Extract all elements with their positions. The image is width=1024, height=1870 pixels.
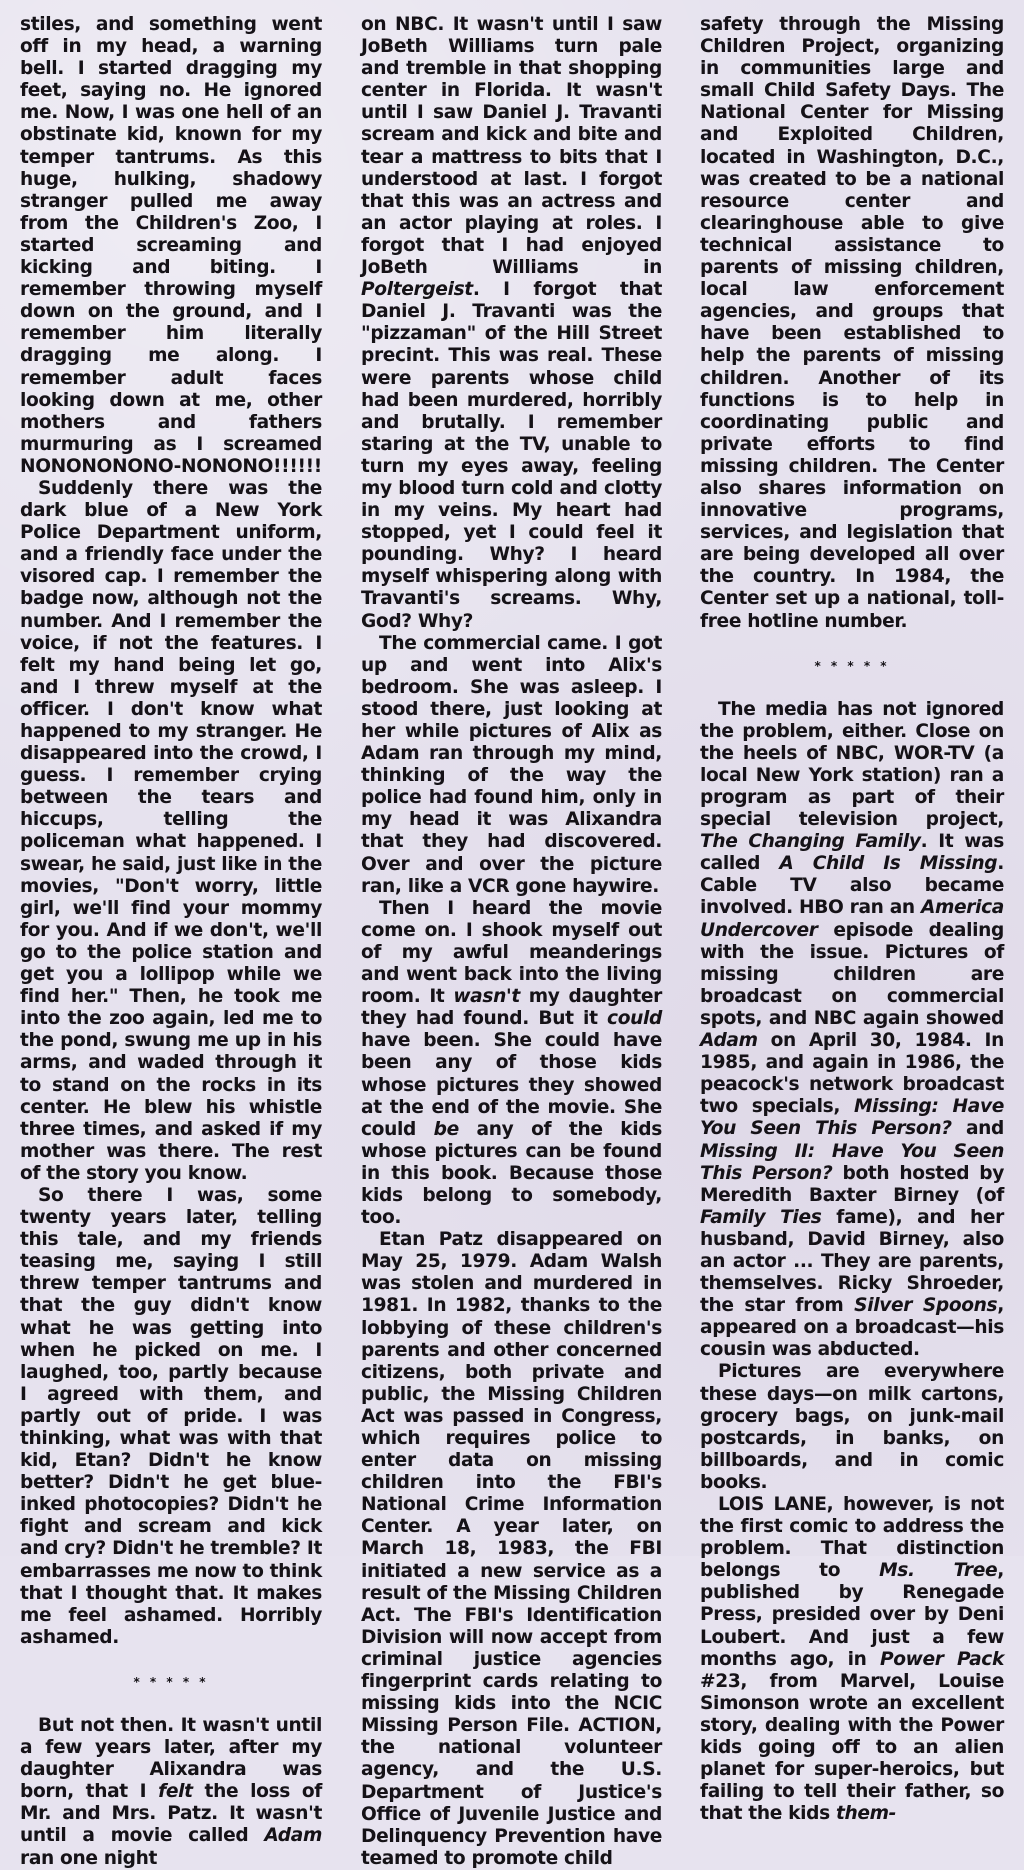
text-column-1 bbox=[20, 14, 322, 1870]
paragraph: But not then. It wasn't until a few years later, after my daughter Alixandra was born, that I felt the loss of Mr. and Mrs. Patz. It wasn't until a movie called Adam ran one night bbox=[20, 1714, 323, 1869]
paragraph: Etan Patz disappeared on May 25, 1979. Adam Walsh was stolen and murdered in 1981. In 1982, thanks to the lobbying of these children's parents and other concerned citizens, both private and public, the Missing Children Act was passed in Congress, which requires police to enter data on missing children into the FBI's National Crime Information Center. A year later, on March 18, 1983, the FBI initiated a new service as a result of the Missing Children Act. The FBI's Identification Division will now accept from criminal justice agencies fingerprint cards relating to missing kids into the NCIC Missing Person File. ACTION, the national volunteer agency, and the U.S. Department of Justice's Office of Juvenile Justice and Delinquency Prevention have teamed to promote child bbox=[361, 1229, 662, 1869]
paragraph: on NBC. It wasn't until I saw JoBeth Williams turn pale and tremble in that shopping center in Florida. It wasn't until I saw Daniel J. Travanti scream and kick and bite and tear a mattress to bits that I understood at last. I forgot that this was an actress and an actor playing at roles. I forgot that I had enjoyed JoBeth Williams in Poltergeist. I forgot that Daniel J. Travanti was the "pizzaman" of the Hill Street precint. This was real. These were parents whose child had been murdered, horribly and brutally. I remember staring at the TV, unable to turn my eyes away, feeling my blood turn cold and clotty in my veins. My heart had stopped, yet I could feel it pounding. Why? I heard myself whispering along with Travanti's screams. Why, God? Why? bbox=[361, 14, 662, 632]
section-separator: * * * * * bbox=[133, 1674, 209, 1689]
text-column-3 bbox=[700, 14, 1004, 1825]
text-column-2 bbox=[361, 14, 662, 1870]
paragraph: Pictures are everywhere these days—on milk cartons, grocery bags, on junk-mail postcards, in banks, on billboards, and in comic books. bbox=[700, 1361, 1004, 1493]
paragraph: LOIS LANE, however, is not the first comic to address the problem. That distinction belongs to Ms. Tree, published by Renegade Press, presided over by Deni Loubert. And just a few months ago, in Power Pack #23, from Marvel, Louise Simonson wrote an excellent story, dealing with the Power kids going off to an alien planet for super-heroics, but failing to tell their father, so that the kids them- bbox=[700, 1494, 1004, 1825]
paragraph: Then I heard the movie come on. I shook myself out of my awful meanderings and went back into the living room. It wasn't my daughter they had found. But it could have been. She could have been any of those kids whose pictures they showed at the end of the movie. She could be any of the kids whose pictures can be found in this book. Because those kids belong to somebody, too. bbox=[361, 897, 662, 1229]
paragraph: safety through the Missing Children Project, organizing in communities large and small Child Safety Days. The National Center for Missing and Exploited Children, located in Washington, D.C., was created to be a national resource center and clearinghouse able to give technical assistance to parents of missing children, local law enforcement agencies, and groups that have been established to help the parents of missing children. Another of its functions is to help in coordinating public and private efforts to find missing children. The Center also shares information on innovative programs, services, and legislation that are being developed all over the country. In 1984, the Center set up a national, toll-free hotline number. bbox=[700, 14, 1004, 632]
paragraph: The media has not ignored the problem, either. Close on the heels of NBC, WOR-TV (a local New York station) ran a program as part of their special television project, The Changing Family. It was called A Child Is Missing. Cable TV also became involved. HBO ran an America Undercover episode dealing with the issue. Pictures of missing children are broadcast on commercial spots, and NBC again showed Adam on April 30, 1984. In 1985, and again in 1986, the peacock's network broadcast two specials, Missing: Have You Seen This Person? and Missing II: Have You Seen This Person? both hosted by Meredith Baxter Birney (of Family Ties fame), and her husband, David Birney, also an actor ... They are parents, themselves. Ricky Shroeder, the star from Silver Spoons, appeared on a broadcast—his cousin was abducted. bbox=[700, 698, 1004, 1361]
section-separator: * * * * * bbox=[814, 658, 890, 673]
paragraph: The commercial came. I got up and went into Alix's bedroom. She was asleep. I stood there, just looking at her while pictures of Alix as Adam ran through my mind, thinking of the way the police had found him, only in my head it was Alixandra that they had discovered. Over and over the picture ran, like a VCR gone haywire. bbox=[361, 632, 662, 897]
paragraph: Suddenly there was the dark blue of a New York Police Department uniform, and a friendly face under the visored cap. I remember the badge now, although not the number. And I remember the voice, if not the features. I felt my hand being let go, and I threw myself at the officer. I don't know what happened to my stranger. He disappeared into the crowd, I guess. I remember crying between the tears and hiccups, telling the policeman what happened. I swear, he said, just like in the movies, "Don't worry, little girl, we'll find your mommy for you. And if we don't, we'll go to the police station and get you a lollipop while we find her." Then, he took me into the zoo again, led me to the pond, swung me up in his arms, and waded through it to stand on the rocks in its center. He blew his whistle three times, and asked if my mother was there. The rest of the story you know. bbox=[20, 477, 322, 1184]
paragraph: stiles, and something went off in my head, a warning bell. I started dragging my feet, saying no. He ignored me. Now, I was one hell of an obstinate kid, known for my temper tantrums. As this huge, hulking, shadowy stranger pulled me away from the Children's Zoo, I started screaming and kicking and biting. I remember throwing myself down on the ground, and I remember him literally dragging me along. I remember adult faces looking down at me, other mothers and fathers murmuring as I screamed NONONONONO-NONONO!!!!!! bbox=[20, 14, 322, 477]
paragraph: So there I was, some twenty years later, telling this tale, and my friends teasing me, saying I still threw temper tantrums and that the guy didn't know what he was getting into when he picked on me. I laughed, too, partly because I agreed with them, and partly out of pride. I was thinking, what was with that kid, Etan? Didn't he know better? Didn't he get blue-inked photocopies? Didn't he fight and scream and kick and cry? Didn't he tremble? It embarrasses me now to think that I thought that. It makes me feel ashamed. Horribly ashamed. bbox=[20, 1184, 322, 1648]
